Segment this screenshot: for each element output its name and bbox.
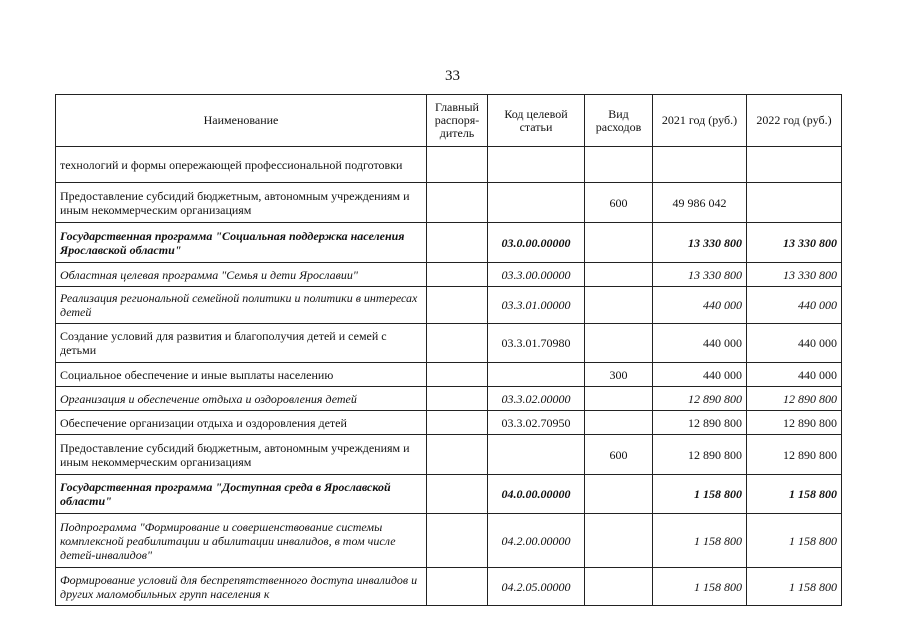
- row-name: Реализация региональной семейной политики и политики в интересах детей: [56, 287, 427, 324]
- row-admin: [427, 287, 488, 324]
- row-code: 03.3.00.00000: [488, 263, 585, 287]
- row-type: 600: [585, 183, 653, 223]
- row-code: 03.3.02.70950: [488, 411, 585, 435]
- row-name: Областная целевая программа "Семья и дети Ярославии": [56, 263, 427, 287]
- row-2022: 1 158 800: [747, 514, 842, 568]
- table-row: [56, 223, 842, 263]
- column-header-admin: Главный распоря-дитель: [427, 95, 488, 147]
- table-row: [56, 363, 842, 387]
- row-code: 04.0.00.00000: [488, 475, 585, 514]
- row-admin: [427, 223, 488, 263]
- row-2022: 1 158 800: [747, 475, 842, 514]
- row-type: [585, 147, 653, 183]
- row-2021: 13 330 800: [653, 223, 747, 263]
- row-code: [488, 435, 585, 475]
- row-admin: [427, 147, 488, 183]
- row-type: 300: [585, 363, 653, 387]
- row-admin: [427, 324, 488, 363]
- row-admin: [427, 514, 488, 568]
- row-2022: [747, 183, 842, 223]
- row-name: Создание условий для развития и благополучия детей и семей с детьми: [56, 324, 427, 363]
- row-name: Социальное обеспечение и иные выплаты населению: [56, 363, 427, 387]
- row-type: [585, 287, 653, 324]
- row-admin: [427, 363, 488, 387]
- column-header-code: Код целевой статьи: [488, 95, 585, 147]
- column-header-name: Наименование: [56, 95, 427, 147]
- table-row: [56, 475, 842, 514]
- row-2022: 440 000: [747, 324, 842, 363]
- row-2022: 440 000: [747, 363, 842, 387]
- row-type: [585, 514, 653, 568]
- row-2021: 440 000: [653, 287, 747, 324]
- row-2021: 13 330 800: [653, 263, 747, 287]
- row-2022: 1 158 800: [747, 568, 842, 606]
- row-2022: 12 890 800: [747, 387, 842, 411]
- table-row: [56, 263, 842, 287]
- row-code: [488, 183, 585, 223]
- row-type: [585, 475, 653, 514]
- row-2021: 1 158 800: [653, 475, 747, 514]
- row-code: [488, 363, 585, 387]
- row-type: [585, 568, 653, 606]
- row-type: [585, 263, 653, 287]
- row-type: [585, 223, 653, 263]
- page-number: 33: [445, 68, 460, 84]
- table-row: [56, 287, 842, 324]
- row-2021: 12 890 800: [653, 387, 747, 411]
- row-name: технологий и формы опережающей профессиональной подготовки: [56, 147, 427, 183]
- row-code: [488, 147, 585, 183]
- row-name: Подпрограмма "Формирование и совершенствование системы комплексной реабилитации и абилитации инвалидов, в том числе детей-инвалидов": [56, 514, 427, 568]
- row-2021: 1 158 800: [653, 514, 747, 568]
- row-name: Предоставление субсидий бюджетным, автономным учреждениям и иным некоммерческим организациям: [56, 435, 427, 475]
- row-2022: 13 330 800: [747, 223, 842, 263]
- row-code: 03.0.00.00000: [488, 223, 585, 263]
- row-type: [585, 411, 653, 435]
- row-2021: 12 890 800: [653, 411, 747, 435]
- row-2022: 440 000: [747, 287, 842, 324]
- row-admin: [427, 475, 488, 514]
- row-code: 04.2.05.00000: [488, 568, 585, 606]
- row-2021: 440 000: [653, 324, 747, 363]
- row-admin: [427, 435, 488, 475]
- budget-table: [55, 94, 842, 606]
- column-header-2021: 2021 год (руб.): [653, 95, 747, 147]
- row-2021: [653, 147, 747, 183]
- table-row: [56, 324, 842, 363]
- table-row: [56, 387, 842, 411]
- row-type: [585, 324, 653, 363]
- row-2021: 1 158 800: [653, 568, 747, 606]
- row-name: Обеспечение организации отдыха и оздоровления детей: [56, 411, 427, 435]
- row-2022: 12 890 800: [747, 435, 842, 475]
- row-name: Государственная программа "Доступная среда в Ярославской области": [56, 475, 427, 514]
- row-code: 03.3.02.00000: [488, 387, 585, 411]
- row-code: 03.3.01.70980: [488, 324, 585, 363]
- table-row: [56, 147, 842, 183]
- row-code: 04.2.00.00000: [488, 514, 585, 568]
- column-header-type: Вид расходов: [585, 95, 653, 147]
- row-name: Государственная программа "Социальная поддержка населения Ярославской области": [56, 223, 427, 263]
- table-row: [56, 183, 842, 223]
- table-row: [56, 568, 842, 606]
- row-name: Организация и обеспечение отдыха и оздоровления детей: [56, 387, 427, 411]
- row-type: [585, 387, 653, 411]
- row-name: Формирование условий для беспрепятственного доступа инвалидов и других маломобильных групп населения к: [56, 568, 427, 606]
- row-admin: [427, 387, 488, 411]
- row-admin: [427, 568, 488, 606]
- row-2021: 440 000: [653, 363, 747, 387]
- column-header-2022: 2022 год (руб.): [747, 95, 842, 147]
- row-2022: 12 890 800: [747, 411, 842, 435]
- row-admin: [427, 411, 488, 435]
- table-row: [56, 435, 842, 475]
- row-type: 600: [585, 435, 653, 475]
- table-row: [56, 411, 842, 435]
- row-2021: 12 890 800: [653, 435, 747, 475]
- table-header-row: [56, 95, 842, 147]
- table-row: [56, 514, 842, 568]
- row-code: 03.3.01.00000: [488, 287, 585, 324]
- row-2022: 13 330 800: [747, 263, 842, 287]
- row-admin: [427, 263, 488, 287]
- row-2021: 49 986 042: [653, 183, 747, 223]
- row-2022: [747, 147, 842, 183]
- row-admin: [427, 183, 488, 223]
- row-name: Предоставление субсидий бюджетным, автономным учреждениям и иным некоммерческим организациям: [56, 183, 427, 223]
